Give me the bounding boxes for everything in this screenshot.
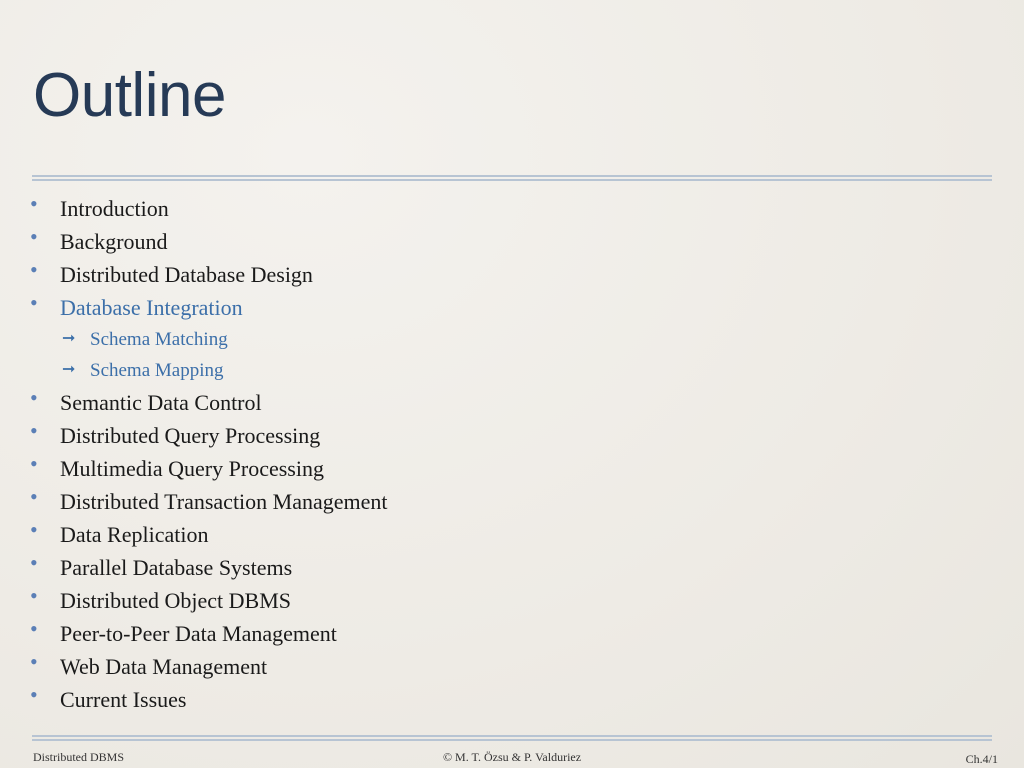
outline-item-label: Distributed Transaction Management <box>60 489 388 514</box>
outline-subitem-label: Schema Matching <box>90 329 228 350</box>
outline-item-label: Web Data Management <box>60 654 268 679</box>
bullet-icon: • <box>30 290 38 315</box>
bullet-icon: • <box>30 616 38 641</box>
arrow-right-icon: ➞ <box>62 361 76 378</box>
bullet-icon: • <box>30 224 38 249</box>
outline-subitem-label: Schema Mapping <box>90 360 224 381</box>
bullet-icon: • <box>30 385 38 410</box>
bullet-icon: • <box>30 550 38 575</box>
bullet-icon: • <box>30 517 38 542</box>
footer-page-number: Ch.4/1 <box>965 752 998 766</box>
outline-item-label: Database Integration <box>60 295 243 320</box>
bullet-icon: • <box>30 257 38 282</box>
bullet-icon: • <box>30 484 38 509</box>
outline-item-label: Parallel Database Systems <box>60 555 293 580</box>
footer-course: Distributed DBMS <box>33 750 125 764</box>
bullet-icon: • <box>30 682 38 707</box>
slide-title: Outline <box>33 61 226 130</box>
arrow-right-icon: ➞ <box>62 330 76 347</box>
outline-item-label: Distributed Query Processing <box>60 423 321 448</box>
footer-copyright: © M. T. Özsu & P. Valduriez <box>442 750 582 764</box>
outline-item-label: Introduction <box>60 196 169 221</box>
bullet-icon: • <box>30 649 38 674</box>
outline-item-label: Distributed Database Design <box>60 262 313 287</box>
outline-item-label: Background <box>60 229 168 254</box>
bullet-icon: • <box>30 583 38 608</box>
outline-item-label: Multimedia Query Processing <box>60 456 324 481</box>
outline-item-label: Current Issues <box>60 687 187 712</box>
bullet-icon: • <box>30 418 38 443</box>
outline-item-label: Data Replication <box>60 522 209 547</box>
outline-item-label: Distributed Object DBMS <box>60 588 291 613</box>
outline-item-label: Semantic Data Control <box>60 390 262 415</box>
bullet-icon: • <box>30 451 38 476</box>
outline-item-label: Peer-to-Peer Data Management <box>60 621 337 646</box>
bullet-icon: • <box>30 191 38 216</box>
